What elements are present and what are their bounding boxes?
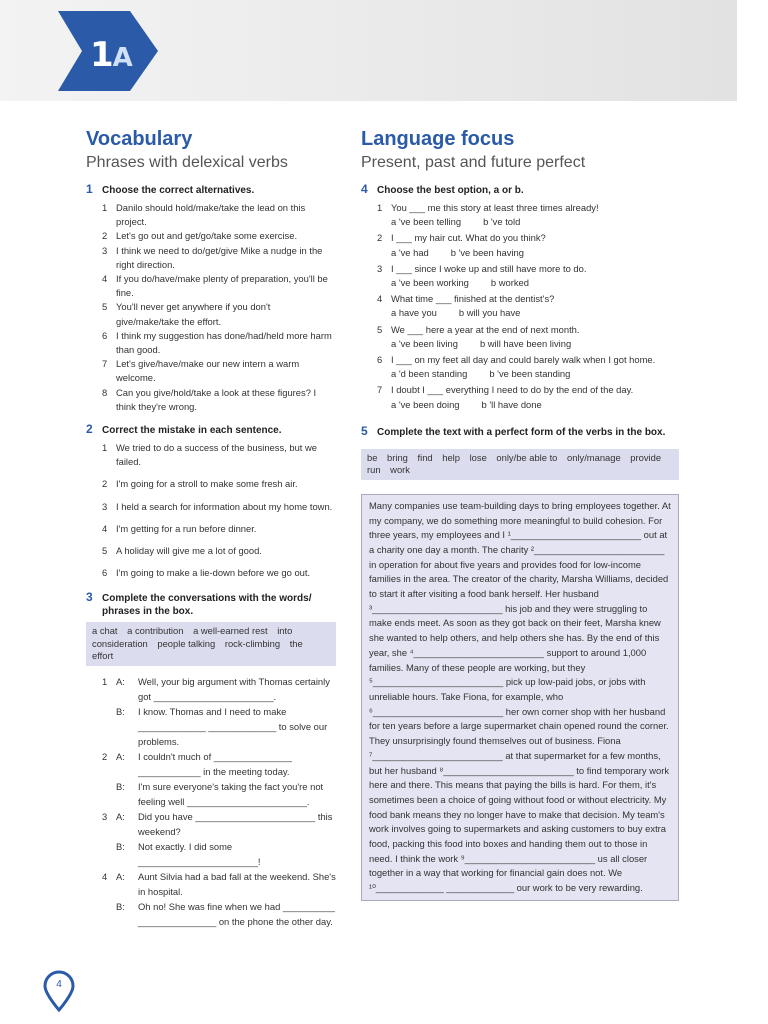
unit-number: 1: [90, 35, 113, 75]
word-box: [86, 622, 336, 666]
option-b[interactable]: b 've been having: [450, 246, 524, 258]
word-box: [361, 449, 679, 480]
exercise-heading: 5 Complete the text with a perfect form of the verbs in the box.: [361, 423, 666, 438]
exercise-item: 6 I think my suggestion has done/had/held more harm than good.: [102, 329, 332, 356]
box-word: only/be able to: [496, 451, 558, 463]
exercise-item: 3 I held a search for information about my home town.: [102, 500, 333, 512]
exercise-item: 5 A holiday will give me a lot of good.: [102, 545, 262, 557]
option-a[interactable]: a 've had: [391, 246, 429, 258]
box-word: people talking: [157, 637, 216, 649]
option-a[interactable]: a have you: [391, 307, 437, 319]
answer-options: [361, 306, 679, 320]
exercise-heading: 3 Complete the conversations with the words/ phrases in the box.: [86, 590, 312, 618]
conversation-line: 2 A: I couldn't much of _______________ ____________ in the meeting today.: [102, 750, 292, 777]
exercise-1-list: [86, 201, 336, 414]
box-word: a chat: [92, 625, 118, 637]
exercise-item: 3 I think we need to do/get/give Mike a nudge in the right direction.: [102, 244, 323, 270]
location-pin-icon: [42, 970, 76, 1012]
option-b[interactable]: b 'll have done: [481, 398, 542, 410]
box-word: rock-climbing: [224, 637, 281, 649]
exercise-item: 7 I doubt I ___ everything I need to do by the end of the day.: [377, 384, 634, 396]
exercise-item: 6 I'm going to make a lie-down before we go out.: [102, 567, 311, 579]
conversation-line: 1 A: Well, your big argument with Thomas certainly got _______________________.: [102, 675, 330, 702]
answer-options: [361, 367, 679, 381]
vocabulary-section: [86, 126, 336, 929]
page-number: 4: [56, 979, 62, 990]
exercise-heading: 4 Choose the best option, a or b.: [361, 182, 524, 196]
conversation-list: [86, 674, 336, 929]
box-word: lose: [469, 451, 487, 463]
exercise-item: 3 I ___ since I woke up and still have more to do.: [377, 262, 587, 274]
conversation-line: 3 A: Did you have _______________________ this weekend?: [102, 810, 333, 837]
option-a[interactable]: a 'd been standing: [391, 368, 468, 380]
answer-options: [361, 337, 679, 351]
exercise-4-list: [361, 201, 679, 412]
exercise-item: 4 If you do/have/make plenty of preparation, you'll be fine.: [102, 273, 328, 299]
box-word: run: [367, 464, 381, 476]
box-word: a contribution: [127, 625, 184, 637]
box-word: a well-earned rest: [193, 625, 268, 637]
option-a[interactable]: a 've been living: [391, 337, 458, 349]
exercise-item: 7 Let's give/have/make our new intern a warm welcome.: [102, 358, 300, 384]
answer-options: [361, 398, 679, 412]
conversation-line: 4 A: Aunt Silvia had a bad fall at the weekend. She's in hospital.: [102, 870, 336, 897]
option-b[interactable]: b 've been standing: [489, 368, 571, 380]
option-a[interactable]: a 've been working: [391, 277, 469, 289]
box-word: the effort: [92, 637, 303, 662]
exercise-2-list: [86, 441, 336, 580]
section-subtitle: Present, past and future perfect: [361, 154, 586, 171]
box-word: be: [367, 451, 378, 463]
exercise-item: 2 I ___ my hair cut. What do you think?: [377, 232, 546, 244]
exercise-heading: 2 Correct the mistake in each sentence.: [86, 422, 282, 437]
gap-fill-text: Many companies use team-building days to bring employees together. At my company, we do something more meaningful to build cohesion. For three years, my employees and I ¹_________________________ out at a charity one day a month. The charity ²_________________________ in operation for about five years and provides food for low-income families in the area. The creator of the charity, Marsha Williams, decided to start it after visiting a food bank herself. Her husband ³_________________________ his job and they were struggling to make ends meet. As soon as they got back on their feet, Marsha knew she wanted to help others, and help others she has. By the end of this year, she ⁴_________________________ support to around 1,000 families. Many of these people are working, but they ⁵_________________________ pick up low-paid jobs, or jobs with unreliable hours. Take Fiona, for example, who ⁶_________________________ her own corner shop with her husband for ten years before a large supermarket chain opened round the corner. They unsurprisingly found themselves out of business. Fiona ⁷_________________________ at that supermarket for a few months, but her husband ⁸_________________________ to find temporary work here and there. This means that paying the bills is hard. For them, it's sometimes been a choice of going without food or without electricity. My food bank means they no longer have to make that decision. My team's work involves going to supermarkets and asking customers to buy extra food, packing this food into boxes and handing them out to those in need. I think the work ⁹_________________________ us all closer together in a way that working for financial gain does not. We ¹⁰_____________ _____________ our work to be very rewarding.: [361, 494, 679, 901]
conversation-line: B: Not exactly. I did some _______________________!: [116, 840, 261, 867]
answer-options: [361, 276, 679, 290]
conversation-line: B: Oh no! She was fine when we had __________ _______________ on the phone the other day.: [116, 900, 336, 927]
box-word: into consideration: [92, 625, 293, 649]
option-b[interactable]: b will have been living: [479, 337, 572, 349]
page-number-marker: [42, 970, 76, 1012]
box-word: only/manage: [567, 451, 621, 463]
box-word: help: [442, 451, 460, 463]
exercise-heading: 1 Choose the correct alternatives.: [86, 182, 255, 196]
exercise-item: 5 You'll never get anywhere if you don't give/make/take the effort.: [102, 301, 271, 327]
option-b[interactable]: b will you have: [458, 307, 521, 319]
exercise-item: 6 I ___ on my feet all day and could barely walk when I got home.: [377, 354, 656, 366]
exercise-item: 2 I'm going for a stroll to make some fresh air.: [102, 478, 298, 490]
box-word: find: [417, 451, 433, 463]
box-word: provide: [630, 451, 662, 463]
language-focus-section: [361, 126, 679, 901]
conversation-line: B: I'm sure everyone's taking the fact you're not feeling well _______________________.: [116, 780, 324, 807]
conversation-line: B: I know. Thomas and I need to make _____________ _____________ to solve our problems.: [116, 705, 328, 747]
unit-badge: [58, 11, 158, 91]
exercise-item: 4 What time ___ finished at the dentist's?: [377, 293, 555, 305]
section-title: Vocabulary: [86, 128, 193, 150]
exercise-item: 1 Danilo should hold/make/take the lead on this project.: [102, 202, 306, 228]
section-subtitle: Phrases with delexical verbs: [86, 154, 288, 171]
box-word: work: [390, 464, 410, 476]
exercise-item: 5 We ___ here a year at the end of next month.: [377, 323, 580, 335]
exercise-item: 4 I'm getting for a run before dinner.: [102, 522, 257, 534]
exercise-item: 1 You ___ me this story at least three times already!: [377, 202, 599, 213]
option-a[interactable]: a 've been telling: [391, 216, 462, 228]
option-b[interactable]: b 've told: [483, 216, 521, 228]
exercise-item: 2 Let's go out and get/go/take some exercise.: [102, 230, 298, 242]
answer-options: [361, 246, 679, 260]
section-title: Language focus: [361, 128, 515, 150]
exercise-item: 1 We tried to do a success of the business, but we failed.: [102, 442, 317, 468]
option-a[interactable]: a 've been doing: [391, 398, 460, 410]
exercise-item: 8 Can you give/hold/take a look at these figures? I think they're wrong.: [102, 386, 317, 412]
unit-letter: A: [112, 43, 132, 73]
option-b[interactable]: b worked: [490, 277, 529, 289]
box-word: bring: [387, 451, 408, 463]
answer-options: [361, 215, 679, 229]
